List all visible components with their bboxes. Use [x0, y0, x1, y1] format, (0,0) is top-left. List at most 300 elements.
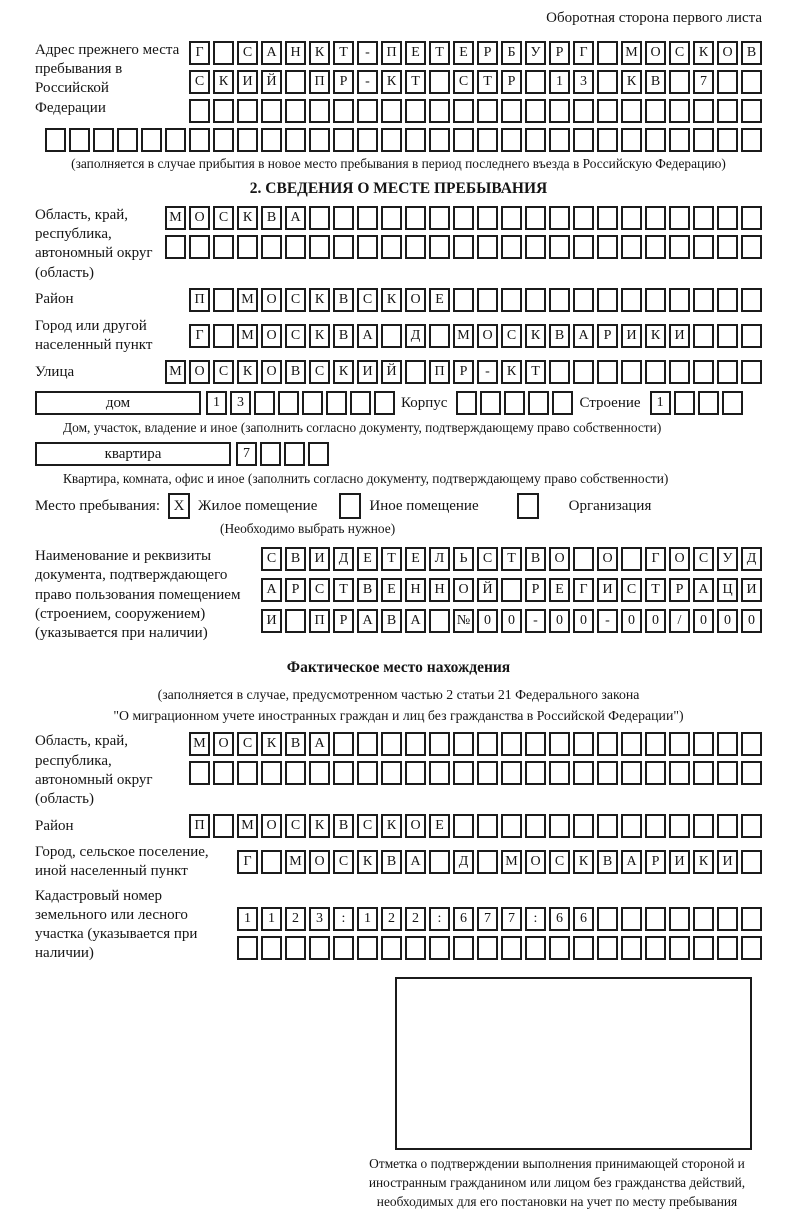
- char-cell[interactable]: [549, 235, 570, 259]
- char-cell[interactable]: [669, 907, 690, 931]
- char-cell[interactable]: В: [333, 324, 354, 348]
- house-box[interactable]: дом: [35, 391, 201, 415]
- char-cell[interactable]: О: [717, 41, 738, 65]
- char-cell[interactable]: [621, 99, 642, 123]
- char-cell[interactable]: Ь: [453, 547, 474, 571]
- char-cell[interactable]: М: [621, 41, 642, 65]
- char-cell[interactable]: [117, 128, 138, 152]
- char-cell[interactable]: [645, 814, 666, 838]
- char-cell[interactable]: А: [309, 732, 330, 756]
- char-cell[interactable]: С: [189, 70, 210, 94]
- char-cell[interactable]: -: [357, 41, 378, 65]
- char-cell[interactable]: [405, 732, 426, 756]
- char-cell[interactable]: [429, 99, 450, 123]
- char-cell[interactable]: [357, 99, 378, 123]
- char-cell[interactable]: [501, 732, 522, 756]
- char-cell[interactable]: [357, 128, 378, 152]
- char-cell[interactable]: [453, 206, 474, 230]
- char-cell[interactable]: [309, 206, 330, 230]
- char-cell[interactable]: В: [285, 360, 306, 384]
- char-cell[interactable]: П: [381, 41, 402, 65]
- char-cell[interactable]: Г: [189, 324, 210, 348]
- char-cell[interactable]: [189, 761, 210, 785]
- char-cell[interactable]: [693, 814, 714, 838]
- char-cell[interactable]: В: [645, 70, 666, 94]
- char-cell[interactable]: [573, 360, 594, 384]
- char-cell[interactable]: [429, 936, 450, 960]
- char-cell[interactable]: О: [525, 850, 546, 874]
- char-cell[interactable]: [717, 907, 738, 931]
- char-cell[interactable]: О: [189, 360, 210, 384]
- char-cell[interactable]: [717, 235, 738, 259]
- char-cell[interactable]: [285, 128, 306, 152]
- char-cell[interactable]: [189, 99, 210, 123]
- char-cell[interactable]: [525, 99, 546, 123]
- char-cell[interactable]: [453, 288, 474, 312]
- char-cell[interactable]: [597, 128, 618, 152]
- char-cell[interactable]: [741, 814, 762, 838]
- char-cell[interactable]: [693, 360, 714, 384]
- char-cell[interactable]: К: [333, 360, 354, 384]
- char-cell[interactable]: 1: [206, 391, 227, 415]
- char-cell[interactable]: [333, 235, 354, 259]
- char-cell[interactable]: [597, 70, 618, 94]
- char-cell[interactable]: [717, 732, 738, 756]
- char-cell[interactable]: [621, 206, 642, 230]
- char-cell[interactable]: К: [213, 70, 234, 94]
- char-cell[interactable]: У: [525, 41, 546, 65]
- char-cell[interactable]: [573, 761, 594, 785]
- char-cell[interactable]: [693, 128, 714, 152]
- char-cell[interactable]: [645, 288, 666, 312]
- char-cell[interactable]: [525, 70, 546, 94]
- char-cell[interactable]: О: [453, 578, 474, 602]
- char-cell[interactable]: [285, 235, 306, 259]
- char-cell[interactable]: [501, 578, 522, 602]
- char-cell[interactable]: [597, 99, 618, 123]
- char-cell[interactable]: [453, 235, 474, 259]
- char-cell[interactable]: [597, 814, 618, 838]
- char-cell[interactable]: /: [669, 609, 690, 633]
- char-cell[interactable]: О: [549, 547, 570, 571]
- char-cell[interactable]: 0: [573, 609, 594, 633]
- char-cell[interactable]: В: [333, 288, 354, 312]
- char-cell[interactable]: [573, 288, 594, 312]
- char-cell[interactable]: А: [261, 41, 282, 65]
- char-cell[interactable]: 6: [549, 907, 570, 931]
- char-cell[interactable]: 6: [573, 907, 594, 931]
- char-cell[interactable]: Н: [285, 41, 306, 65]
- char-cell[interactable]: К: [381, 814, 402, 838]
- char-cell[interactable]: [549, 360, 570, 384]
- char-cell[interactable]: С: [213, 360, 234, 384]
- char-cell[interactable]: А: [357, 609, 378, 633]
- char-cell[interactable]: [350, 391, 371, 415]
- char-cell[interactable]: 7: [236, 442, 257, 466]
- char-cell[interactable]: Е: [405, 547, 426, 571]
- char-cell[interactable]: К: [573, 850, 594, 874]
- char-cell[interactable]: [669, 288, 690, 312]
- char-cell[interactable]: [573, 99, 594, 123]
- char-cell[interactable]: [597, 206, 618, 230]
- char-cell[interactable]: [621, 235, 642, 259]
- char-cell[interactable]: [549, 732, 570, 756]
- char-cell[interactable]: 1: [357, 907, 378, 931]
- char-cell[interactable]: -: [597, 609, 618, 633]
- char-cell[interactable]: Д: [405, 324, 426, 348]
- char-cell[interactable]: [621, 128, 642, 152]
- char-cell[interactable]: [381, 324, 402, 348]
- char-cell[interactable]: Й: [477, 578, 498, 602]
- char-cell[interactable]: [621, 907, 642, 931]
- char-cell[interactable]: К: [645, 324, 666, 348]
- char-cell[interactable]: [453, 761, 474, 785]
- char-cell[interactable]: [552, 391, 573, 415]
- char-cell[interactable]: 7: [501, 907, 522, 931]
- char-cell[interactable]: В: [741, 41, 762, 65]
- char-cell[interactable]: Л: [429, 547, 450, 571]
- char-cell[interactable]: [645, 206, 666, 230]
- char-cell[interactable]: №: [453, 609, 474, 633]
- char-cell[interactable]: И: [261, 609, 282, 633]
- char-cell[interactable]: С: [357, 814, 378, 838]
- char-cell[interactable]: [453, 814, 474, 838]
- char-cell[interactable]: [741, 936, 762, 960]
- char-cell[interactable]: 3: [309, 907, 330, 931]
- char-cell[interactable]: [741, 206, 762, 230]
- char-cell[interactable]: [645, 907, 666, 931]
- char-cell[interactable]: [309, 128, 330, 152]
- char-cell[interactable]: [213, 761, 234, 785]
- char-cell[interactable]: [717, 761, 738, 785]
- char-cell[interactable]: [693, 288, 714, 312]
- char-cell[interactable]: [453, 732, 474, 756]
- char-cell[interactable]: Е: [405, 41, 426, 65]
- char-cell[interactable]: [717, 128, 738, 152]
- char-cell[interactable]: С: [309, 578, 330, 602]
- char-cell[interactable]: [285, 761, 306, 785]
- char-cell[interactable]: А: [261, 578, 282, 602]
- char-cell[interactable]: С: [333, 850, 354, 874]
- char-cell[interactable]: В: [381, 609, 402, 633]
- char-cell[interactable]: [453, 99, 474, 123]
- char-cell[interactable]: [278, 391, 299, 415]
- char-cell[interactable]: [333, 761, 354, 785]
- char-cell[interactable]: С: [309, 360, 330, 384]
- char-cell[interactable]: С: [477, 547, 498, 571]
- char-cell[interactable]: П: [429, 360, 450, 384]
- char-cell[interactable]: [213, 235, 234, 259]
- char-cell[interactable]: [597, 360, 618, 384]
- char-cell[interactable]: [381, 128, 402, 152]
- char-cell[interactable]: В: [597, 850, 618, 874]
- checkbox-residential[interactable]: X: [168, 493, 190, 519]
- char-cell[interactable]: [525, 936, 546, 960]
- char-cell[interactable]: 0: [717, 609, 738, 633]
- char-cell[interactable]: [645, 128, 666, 152]
- char-cell[interactable]: [285, 99, 306, 123]
- char-cell[interactable]: [525, 761, 546, 785]
- char-cell[interactable]: [669, 814, 690, 838]
- char-cell[interactable]: [357, 936, 378, 960]
- char-cell[interactable]: [429, 70, 450, 94]
- char-cell[interactable]: [528, 391, 549, 415]
- char-cell[interactable]: [597, 41, 618, 65]
- char-cell[interactable]: В: [261, 206, 282, 230]
- char-cell[interactable]: Р: [333, 609, 354, 633]
- char-cell[interactable]: Р: [669, 578, 690, 602]
- char-cell[interactable]: [741, 850, 762, 874]
- char-cell[interactable]: У: [717, 547, 738, 571]
- char-cell[interactable]: К: [621, 70, 642, 94]
- char-cell[interactable]: Р: [597, 324, 618, 348]
- char-cell[interactable]: Т: [477, 70, 498, 94]
- char-cell[interactable]: [405, 206, 426, 230]
- char-cell[interactable]: [717, 936, 738, 960]
- char-cell[interactable]: [405, 128, 426, 152]
- char-cell[interactable]: А: [405, 850, 426, 874]
- char-cell[interactable]: [405, 936, 426, 960]
- char-cell[interactable]: М: [237, 324, 258, 348]
- char-cell[interactable]: К: [237, 360, 258, 384]
- char-cell[interactable]: [477, 814, 498, 838]
- char-cell[interactable]: [309, 936, 330, 960]
- char-cell[interactable]: [284, 442, 305, 466]
- char-cell[interactable]: И: [717, 850, 738, 874]
- char-cell[interactable]: [717, 360, 738, 384]
- char-cell[interactable]: А: [285, 206, 306, 230]
- char-cell[interactable]: К: [309, 814, 330, 838]
- char-cell[interactable]: [741, 128, 762, 152]
- char-cell[interactable]: В: [285, 732, 306, 756]
- char-cell[interactable]: И: [357, 360, 378, 384]
- char-cell[interactable]: 1: [549, 70, 570, 94]
- char-cell[interactable]: [645, 761, 666, 785]
- char-cell[interactable]: О: [405, 814, 426, 838]
- char-cell[interactable]: [381, 761, 402, 785]
- char-cell[interactable]: [261, 235, 282, 259]
- char-cell[interactable]: [693, 732, 714, 756]
- char-cell[interactable]: Р: [477, 41, 498, 65]
- char-cell[interactable]: А: [357, 324, 378, 348]
- char-cell[interactable]: И: [597, 578, 618, 602]
- char-cell[interactable]: [477, 128, 498, 152]
- char-cell[interactable]: [741, 99, 762, 123]
- char-cell[interactable]: [429, 235, 450, 259]
- char-cell[interactable]: А: [693, 578, 714, 602]
- char-cell[interactable]: [477, 936, 498, 960]
- char-cell[interactable]: Т: [333, 578, 354, 602]
- char-cell[interactable]: И: [741, 578, 762, 602]
- char-cell[interactable]: 2: [405, 907, 426, 931]
- char-cell[interactable]: [165, 128, 186, 152]
- char-cell[interactable]: И: [669, 850, 690, 874]
- char-cell[interactable]: [717, 70, 738, 94]
- checkbox-organization[interactable]: [517, 493, 539, 519]
- char-cell[interactable]: [669, 732, 690, 756]
- char-cell[interactable]: [357, 732, 378, 756]
- char-cell[interactable]: М: [285, 850, 306, 874]
- char-cell[interactable]: [429, 761, 450, 785]
- char-cell[interactable]: С: [621, 578, 642, 602]
- char-cell[interactable]: С: [549, 850, 570, 874]
- char-cell[interactable]: [573, 547, 594, 571]
- char-cell[interactable]: Г: [573, 41, 594, 65]
- char-cell[interactable]: Т: [333, 41, 354, 65]
- char-cell[interactable]: С: [285, 288, 306, 312]
- char-cell[interactable]: О: [213, 732, 234, 756]
- char-cell[interactable]: [501, 761, 522, 785]
- char-cell[interactable]: [261, 128, 282, 152]
- char-cell[interactable]: [645, 360, 666, 384]
- char-cell[interactable]: С: [357, 288, 378, 312]
- char-cell[interactable]: Т: [405, 70, 426, 94]
- char-cell[interactable]: [693, 235, 714, 259]
- char-cell[interactable]: [741, 761, 762, 785]
- char-cell[interactable]: А: [621, 850, 642, 874]
- char-cell[interactable]: К: [525, 324, 546, 348]
- char-cell[interactable]: [573, 732, 594, 756]
- char-cell[interactable]: [693, 936, 714, 960]
- char-cell[interactable]: Р: [453, 360, 474, 384]
- char-cell[interactable]: [504, 391, 525, 415]
- char-cell[interactable]: [597, 235, 618, 259]
- char-cell[interactable]: [549, 288, 570, 312]
- char-cell[interactable]: [453, 936, 474, 960]
- char-cell[interactable]: Й: [261, 70, 282, 94]
- char-cell[interactable]: М: [165, 206, 186, 230]
- char-cell[interactable]: В: [549, 324, 570, 348]
- char-cell[interactable]: [549, 99, 570, 123]
- char-cell[interactable]: К: [693, 850, 714, 874]
- char-cell[interactable]: [357, 206, 378, 230]
- char-cell[interactable]: К: [309, 41, 330, 65]
- char-cell[interactable]: [693, 99, 714, 123]
- char-cell[interactable]: Т: [501, 547, 522, 571]
- char-cell[interactable]: Т: [525, 360, 546, 384]
- char-cell[interactable]: [549, 206, 570, 230]
- char-cell[interactable]: [549, 128, 570, 152]
- char-cell[interactable]: К: [237, 206, 258, 230]
- char-cell[interactable]: [669, 235, 690, 259]
- char-cell[interactable]: Н: [429, 578, 450, 602]
- char-cell[interactable]: [429, 609, 450, 633]
- char-cell[interactable]: М: [165, 360, 186, 384]
- char-cell[interactable]: :: [333, 907, 354, 931]
- char-cell[interactable]: [573, 206, 594, 230]
- char-cell[interactable]: -: [477, 360, 498, 384]
- char-cell[interactable]: П: [309, 70, 330, 94]
- char-cell[interactable]: К: [381, 288, 402, 312]
- char-cell[interactable]: С: [237, 732, 258, 756]
- char-cell[interactable]: С: [237, 41, 258, 65]
- char-cell[interactable]: [381, 99, 402, 123]
- char-cell[interactable]: [261, 850, 282, 874]
- char-cell[interactable]: Р: [525, 578, 546, 602]
- char-cell[interactable]: [405, 235, 426, 259]
- char-cell[interactable]: [477, 288, 498, 312]
- char-cell[interactable]: [141, 128, 162, 152]
- char-cell[interactable]: [525, 732, 546, 756]
- char-cell[interactable]: [717, 206, 738, 230]
- char-cell[interactable]: Т: [645, 578, 666, 602]
- char-cell[interactable]: [597, 732, 618, 756]
- char-cell[interactable]: [165, 235, 186, 259]
- char-cell[interactable]: [189, 235, 210, 259]
- char-cell[interactable]: Е: [429, 814, 450, 838]
- char-cell[interactable]: Г: [189, 41, 210, 65]
- char-cell[interactable]: К: [309, 324, 330, 348]
- char-cell[interactable]: [69, 128, 90, 152]
- char-cell[interactable]: [669, 936, 690, 960]
- char-cell[interactable]: Д: [453, 850, 474, 874]
- char-cell[interactable]: [573, 235, 594, 259]
- char-cell[interactable]: Е: [357, 547, 378, 571]
- apartment-box[interactable]: квартира: [35, 442, 231, 466]
- char-cell[interactable]: С: [261, 547, 282, 571]
- char-cell[interactable]: [621, 732, 642, 756]
- char-cell[interactable]: [741, 235, 762, 259]
- char-cell[interactable]: [477, 761, 498, 785]
- char-cell[interactable]: О: [477, 324, 498, 348]
- char-cell[interactable]: :: [525, 907, 546, 931]
- char-cell[interactable]: [381, 732, 402, 756]
- char-cell[interactable]: [189, 128, 210, 152]
- char-cell[interactable]: [477, 850, 498, 874]
- char-cell[interactable]: [698, 391, 719, 415]
- char-cell[interactable]: [501, 206, 522, 230]
- char-cell[interactable]: [381, 206, 402, 230]
- char-cell[interactable]: [621, 936, 642, 960]
- char-cell[interactable]: [477, 235, 498, 259]
- char-cell[interactable]: [741, 732, 762, 756]
- char-cell[interactable]: И: [621, 324, 642, 348]
- char-cell[interactable]: 3: [573, 70, 594, 94]
- char-cell[interactable]: [93, 128, 114, 152]
- char-cell[interactable]: [333, 732, 354, 756]
- char-cell[interactable]: [477, 206, 498, 230]
- char-cell[interactable]: [717, 99, 738, 123]
- char-cell[interactable]: [525, 235, 546, 259]
- char-cell[interactable]: В: [381, 850, 402, 874]
- char-cell[interactable]: [374, 391, 395, 415]
- char-cell[interactable]: [525, 288, 546, 312]
- char-cell[interactable]: [381, 235, 402, 259]
- char-cell[interactable]: Е: [453, 41, 474, 65]
- char-cell[interactable]: [405, 360, 426, 384]
- char-cell[interactable]: [237, 936, 258, 960]
- char-cell[interactable]: Д: [333, 547, 354, 571]
- char-cell[interactable]: О: [597, 547, 618, 571]
- char-cell[interactable]: [429, 128, 450, 152]
- char-cell[interactable]: [573, 128, 594, 152]
- char-cell[interactable]: [669, 761, 690, 785]
- char-cell[interactable]: 0: [549, 609, 570, 633]
- char-cell[interactable]: Г: [237, 850, 258, 874]
- char-cell[interactable]: Й: [381, 360, 402, 384]
- char-cell[interactable]: [237, 128, 258, 152]
- char-cell[interactable]: [669, 70, 690, 94]
- char-cell[interactable]: [621, 360, 642, 384]
- char-cell[interactable]: [741, 907, 762, 931]
- char-cell[interactable]: [501, 235, 522, 259]
- char-cell[interactable]: К: [501, 360, 522, 384]
- char-cell[interactable]: [213, 41, 234, 65]
- char-cell[interactable]: [333, 99, 354, 123]
- char-cell[interactable]: [309, 99, 330, 123]
- char-cell[interactable]: [309, 761, 330, 785]
- char-cell[interactable]: 6: [453, 907, 474, 931]
